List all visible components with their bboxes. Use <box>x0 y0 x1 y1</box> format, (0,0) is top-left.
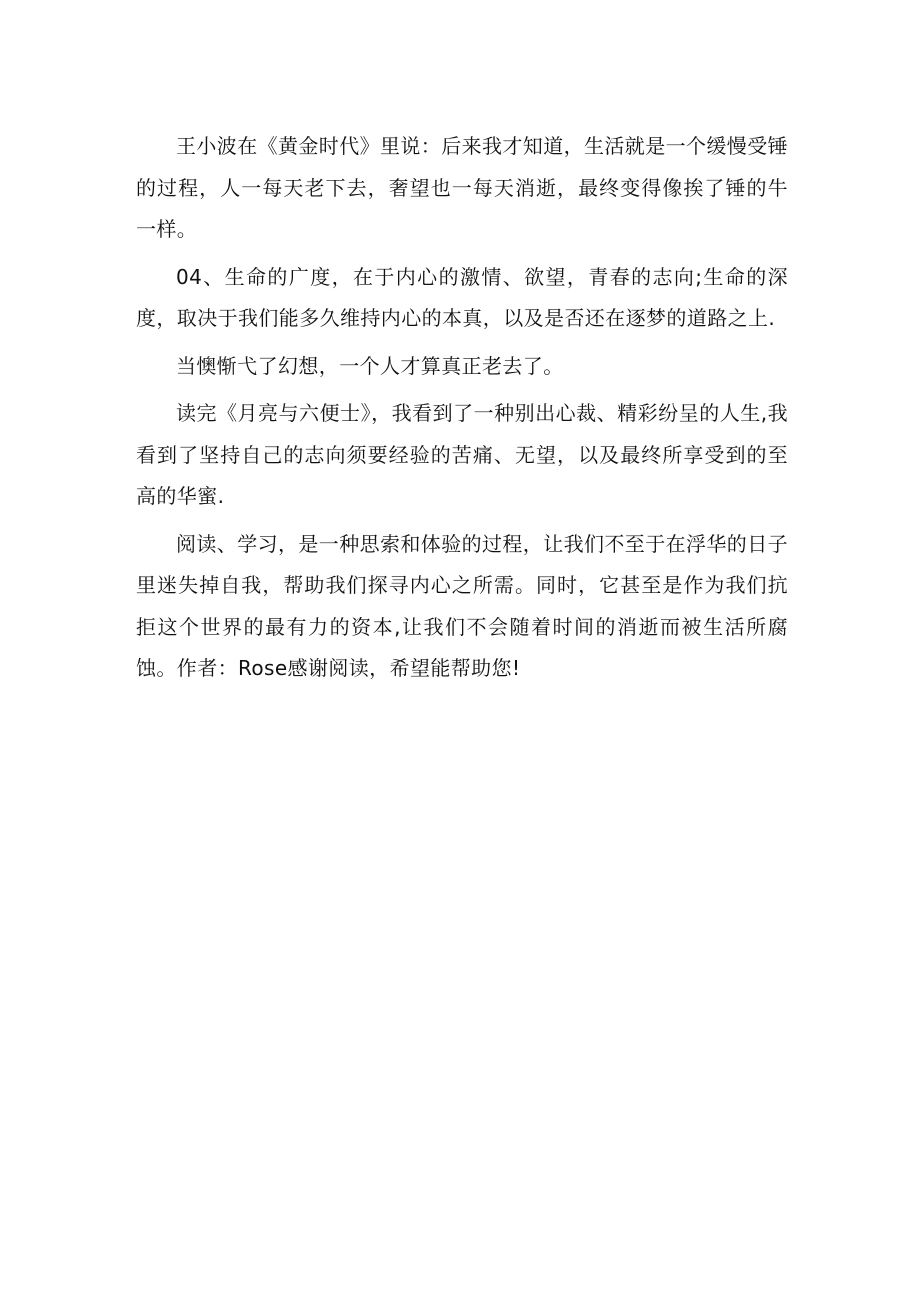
paragraph-losing-illusions: 当懊惭弋了幻想，一个人才算真正老去了。 <box>176 353 564 378</box>
paragraph-reading-learning: 阅读、学习，是一种思索和体验的过程，让我们不至于在浮华的日子里迷失掉自我，帮助我们探寻内心之所需。同时，它甚至是作为我们抗拒这个世界的最有力的资本,让我们不会随着时间的消逝而被生活所腐蚀。作者：Rose感谢阅读，希望能帮助您! <box>136 531 788 680</box>
document-body <box>136 126 788 696</box>
paragraph-wang-xiaobo-quote: 王小波在《黄金时代》里说：后来我才知道，生活就是一个缓慢受锤的过程，人一每天老下去，奢望也一每天消逝，最终变得像挨了锤的牛一样。 <box>136 134 788 241</box>
paragraph-moon-and-sixpence: 读完《月亮与六便士》，我看到了一种别出心裁、精彩纷呈的人生,我看到了坚持自己的志向须要经验的苦痛、无望，以及最终所享受到的至高的华蜜. <box>136 401 788 508</box>
paragraph-life-breadth-depth: 04、生命的广度，在于内心的激情、欲望，青春的志向;生命的深度，取决于我们能多久维持内心的本真，以及是否还在逐梦的道路之上. <box>136 264 788 330</box>
